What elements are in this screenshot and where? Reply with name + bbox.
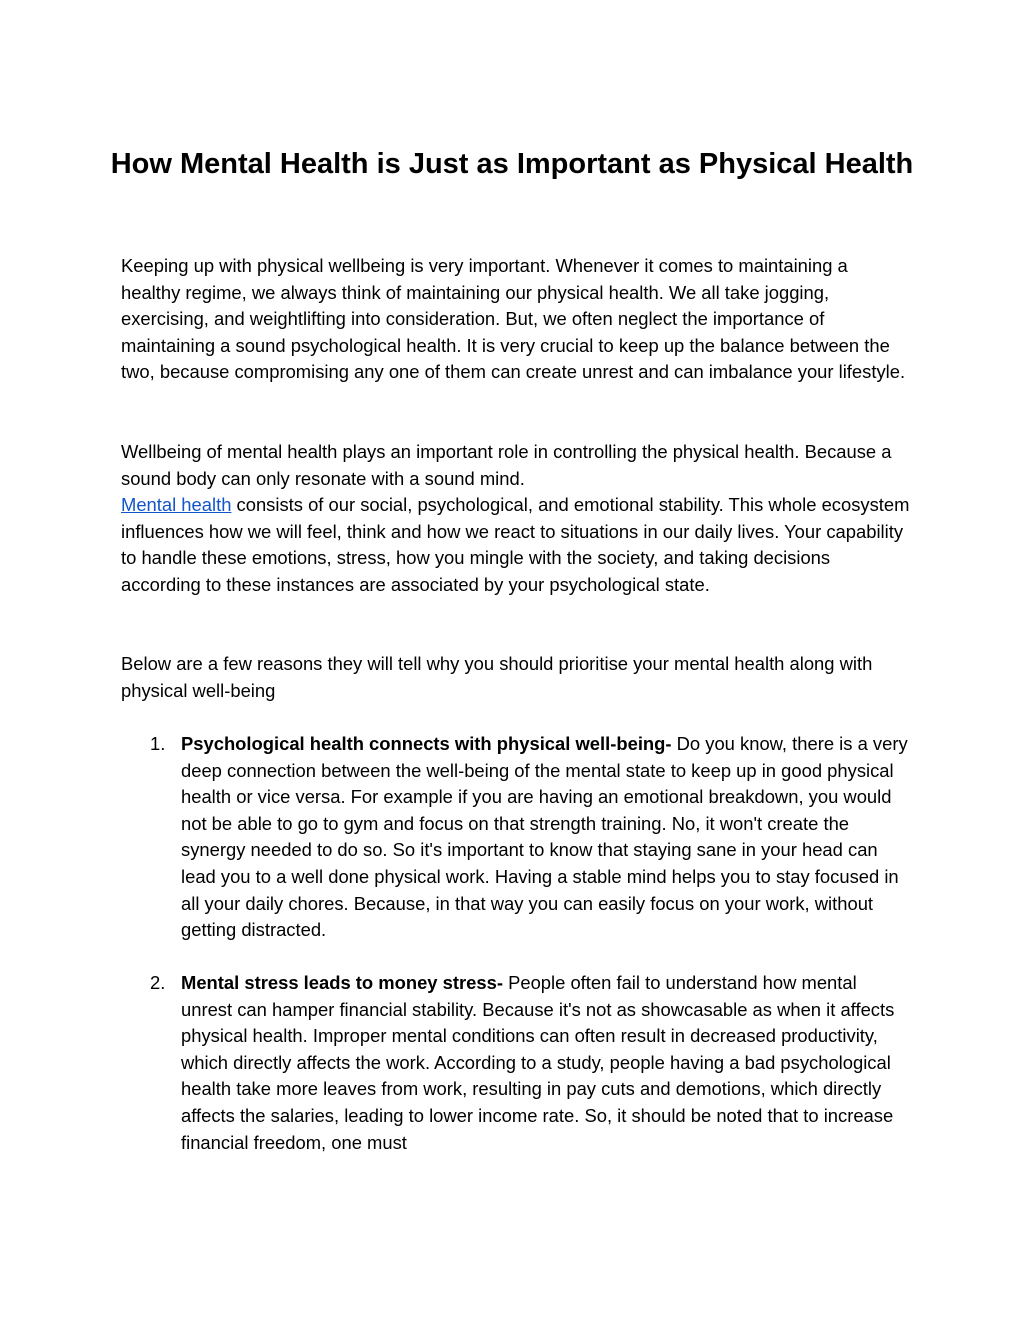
list-item-heading: Mental stress leads to money stress-: [181, 972, 503, 993]
list-item-body: Do you know, there is a very deep connection between the well-being of the mental state to keep up in good physical health or vice versa. For example if you are having an emotional breakdown, you would not be able to go to gym and focus on that strength training. No, it won't create the synergy needed to do so. So it's important to know that staying sane in your head can lead you to a well done physical work. Having a stable mind helps you to stay focused in all your daily chores. Because, in that way you can easily focus on your work, without getting distracted.: [181, 733, 908, 941]
mental-health-paragraph: [121, 439, 911, 599]
page-title: How Mental Health is Just as Important as Physical Health: [110, 148, 914, 180]
reasons-intro-paragraph: Below are a few reasons they will tell why you should prioritise your mental health along with physical well-being: [121, 653, 873, 701]
list-item-text: [181, 970, 911, 1156]
list-item-text: [181, 731, 911, 944]
list-item-body: People often fail to understand how mental unrest can hamper financial stability. Because it's not as showcasable as when it affects physical health. Improper mental conditions can often result in decreased productivity, which directly affects the work. According to a study, people having a bad psychological health take more leaves from work, resulting in pay cuts and demotions, which directly affects the salaries, leading to lower income rate. So, it should be noted that to increase financial freedom, one must: [181, 972, 895, 1153]
wellbeing-text: Wellbeing of mental health plays an important role in controlling the physical health. Because a sound body can only resonate with a sound mind.: [121, 441, 892, 489]
mental-health-link[interactable]: Mental health: [121, 494, 232, 516]
list-number: 1.: [150, 733, 166, 754]
list-number: 2.: [150, 972, 166, 993]
list-item-heading: Psychological health connects with physical well-being-: [181, 733, 672, 754]
intro-paragraph: Keeping up with physical wellbeing is very important. Whenever it comes to maintaining a healthy regime, we always think of maintaining our physical health. We all take jogging, exercising, and weightlifting into consideration. But, we often neglect the importance of maintaining a sound psychological health. It is very crucial to keep up the balance between the two, because compromising any one of them can create unrest and can imbalance your lifestyle.: [121, 255, 906, 383]
mental-health-definition-text: consists of our social, psychological, and emotional stability. This whole ecosystem influences how we will feel, think and how we react to situations in our daily lives. Your capability to handle these emotions, stress, how you mingle with the society, and taking decisions according to these instances are associated by your psychological state.: [121, 494, 910, 595]
